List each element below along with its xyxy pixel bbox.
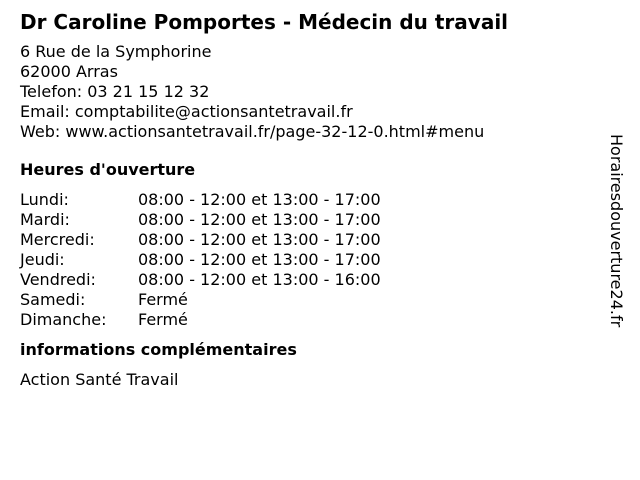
hours-row [20,270,381,290]
day-label: Jeudi: [20,250,65,269]
site-watermark: Horairesdouverture24.fr [607,134,626,328]
additional-info-heading: informations complémentaires [20,340,297,359]
day-hours: Fermé [138,290,188,309]
day-hours: 08:00 - 12:00 et 13:00 - 16:00 [138,270,381,289]
hours-row [20,310,381,330]
day-hours: 08:00 - 12:00 et 13:00 - 17:00 [138,230,381,249]
hours-row [20,250,381,270]
phone-line: Telefon: 03 21 15 12 32 [20,82,210,101]
address-street: 6 Rue de la Symphorine [20,42,212,61]
day-hours: 08:00 - 12:00 et 13:00 - 17:00 [138,250,381,269]
day-hours: Fermé [138,310,188,329]
hours-row [20,210,381,230]
additional-info-text: Action Santé Travail [20,370,179,389]
day-label: Mardi: [20,210,70,229]
day-label: Dimanche: [20,310,107,329]
listing-card [20,8,600,390]
contact-block [20,42,600,142]
hours-row [20,290,381,310]
address-city: 62000 Arras [20,62,118,81]
page-title: Dr Caroline Pomportes - Médecin du travail [20,10,509,34]
day-label: Mercredi: [20,230,95,249]
day-label: Lundi: [20,190,69,209]
hours-row [20,190,381,210]
web-line: Web: www.actionsantetravail.fr/page-32-12-0.html#menu [20,122,485,141]
opening-hours-table [20,190,381,330]
opening-hours-heading: Heures d'ouverture [20,160,196,179]
day-label: Samedi: [20,290,86,309]
day-hours: 08:00 - 12:00 et 13:00 - 17:00 [138,210,381,229]
day-label: Vendredi: [20,270,96,289]
email-line: Email: comptabilite@actionsantetravail.fr [20,102,353,121]
hours-row [20,230,381,250]
day-hours: 08:00 - 12:00 et 13:00 - 17:00 [138,190,381,209]
